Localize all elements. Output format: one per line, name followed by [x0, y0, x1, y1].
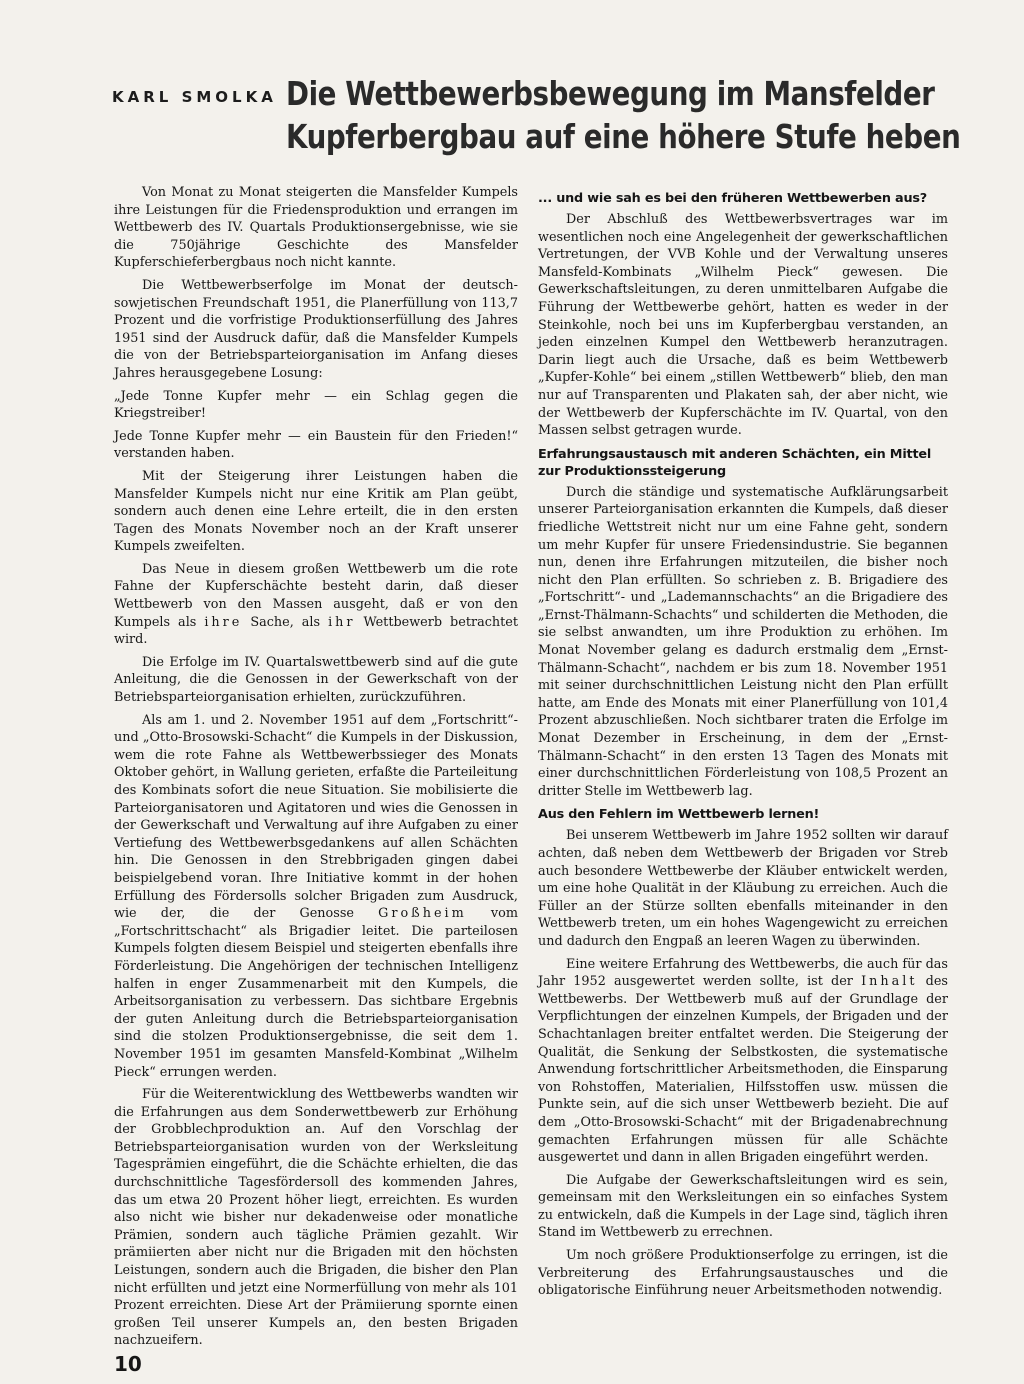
paragraph: Die Wettbewerbserfolge im Monat der deutsch-sowjetischen Freundschaft 1951, die Planerfüllung von 113,7 Prozent und die vorfristige Produktionserfüllung des Jahres 1951 sind der Ausdruck dafür, daß die Mansfelder Kumpels die von der Betriebsparteiorganisation im Anfang dieses Jahres herausgegebene Losung:: [114, 277, 518, 381]
right-column: [538, 184, 948, 1305]
paragraph: Die Erfolge im IV. Quartalswettbewerb sind auf die gute Anleitung, die die Genossen in der Gewerkschaft von der Betriebsparteiorganisation erhielten, zurückzuführen.: [114, 654, 518, 706]
paragraph: Bei unserem Wettbewerb im Jahre 1952 sollten wir darauf achten, daß neben dem Wettbewerb der Brigaden vor Streb auch besondere Wettbewerbe der Kläuber entwickelt werden, um eine hohe Qualität in der Kläubung zu erreichen. Auch die Füller an der Stürze sollten ebenfalls miteinander in den Wettbewerb treten, um ein hohes Wagengewicht zu erreichen und dadurch den Engpaß an leeren Wagen zu überwinden.: [538, 828, 948, 949]
emphasis: Großheim: [378, 906, 467, 922]
article-title: [286, 72, 961, 158]
slogan-line-1: „Jede Tonne Kupfer mehr — ein Schlag gegen die Kriegstreiber!: [114, 388, 518, 422]
left-column: [114, 184, 518, 1355]
paragraph: Um noch größere Produktionserfolge zu erringen, ist die Verbreiterung des Erfahrungsaustausches und die obligatorische Einführung neuer Arbeitsmethoden notwendig.: [538, 1248, 948, 1299]
emphasis: Inhalt: [861, 974, 918, 990]
text-run: Als am 1. und 2. November 1951 auf dem „Fortschritt“- und „Otto-Brosowski-Schacht“ die Kumpels in der Diskussion, wem die rote Fahne als Wettbewerbssieger des Monats Oktober gehört, in Wallung gerieten, erfaßte die Parteileitung des Kombinats sofort die neue Situation. Sie mobilisierte die Parteiorganisatoren und Agitatoren und wies die Genossen in der Gewerkschaft und Verwaltung auf ihre Aufgaben zu einer Vertiefung des Wettbewerbsgedankens auf allen Schächten hin. Die Genossen in den Strebbrigaden gingen dabei beispielgebend voran. Ihre Initiative kommt in der hohen Erfüllung des Fördersolls solcher Brigaden zum Ausdruck, wie der, die der Genosse: [114, 712, 518, 922]
text-run: Sache, als: [250, 614, 321, 630]
paragraph: Für die Weiterentwicklung des Wettbewerbs wandten wir die Erfahrungen aus dem Sonderwettbewerb zur Erhöhung der Grobblechproduktion an. Auf den Vorschlag der Betriebsparteiorganisation wurden von der Werksleitung Tagesprämien eingeführt, die die Schächte erhielten, die das durchschnittliche Tagesfördersoll des kommenden Jahres, das um etwa 20 Prozent höher liegt, erreichten. Es wurden also nicht wie bisher nur dekadenweise oder monatliche Prämien, sondern auch tägliche Prämien gezahlt. Wir prämiierten aber nicht nur die Brigaden mit den höchsten Leistungen, sondern auch die Brigaden, die bisher den Plan nicht erfüllten und jetzt eine Normerfüllung von mehr als 101 Prozent erreichten. Diese Art der Prämiierung spornte einen großen Teil unserer Kumpels an, den besten Brigaden nachzueifern.: [114, 1087, 518, 1349]
paragraph: Der Abschluß des Wettbewerbsvertrages war im wesentlichen noch eine Angelegenheit der gewerkschaftlichen Vertretungen, der VVB Kohle und der Verwaltung unseres Mansfeld-Kombinats „Wilhelm Pieck“ gewesen. Die Gewerkschaftsleitungen, zu deren unmittelbaren Aufgabe die Führung der Wettbewerbe gehört, hatten es weder in der Steinkohle, noch bei uns im Kupferbergbau verstanden, an jeden einzelnen Kumpel den Wettbewerb heranzutragen. Darin liegt auch die Ursache, daß es beim Wettbewerb „Kupfer-Kohle“ bei einem „stillen Wettbewerb“ blieb, den man nur auf Transparenten und Plakaten sah, der aber nicht, wie der Wettbewerb der Kupferschächte im IV. Quartal, von den Massen selbst getragen wurde.: [538, 212, 948, 439]
section-heading: Erfahrungsaustausch mit anderen Schächten, ein Mittel zur Produktionssteigerung: [538, 446, 932, 479]
text-run: Eine weitere Erfahrung des Wettbewerbs, die auch für das Jahr 1952 ausgewertet werden sollte, ist der: [538, 956, 948, 990]
title-line-2: Kupferbergbau auf eine höhere Stufe heben: [286, 117, 961, 156]
title-line-1: Die Wettbewerbsbewegung im Mansfelder: [286, 74, 935, 113]
paragraph: Durch die ständige und systematische Aufklärungsarbeit unserer Parteiorganisation erkannten die Kumpels, daß dieser friedliche Wettstreit nicht nur um eine Fahne geht, sondern um mehr Kupfer für unsere Friedensindustrie. Sie begannen nun, denen ihre Erfahrungen mitzuteilen, die bisher noch nicht den Plan erfüllten. So schrieben z. B. Brigadiere des „Fortschritt“- und „Lademannschachts“ an die Brigadiere des „Ernst-Thälmann-Schachts“ und schilderten die Methoden, die sie selbst anwandten, um ihre Produktion zu erhöhen. Im Monat November gelang es dadurch erstmalig dem „Ernst-Thälmann-Schacht“, nachdem er bis zum 18. November 1951 mit seiner durchschnittlichen Leistung nicht den Plan erfüllt hatte, am Ende des Monats mit einer Planerfüllung von 101,4 Prozent abzuschließen. Noch sichtbarer traten die Erfolge im Monat Dezember in Erscheinung, in dem der „Ernst-Thälmann-Schacht“ in den ersten 13 Tagen des Monats mit einer durchschnittlichen Förderleistung von 108,5 Prozent an dritter Stelle im Wettbewerb lag.: [538, 484, 948, 799]
text-run: vom „Fortschrittschacht“ als Brigadier leitet. Die parteilosen Kumpels folgten diesem Beispiel und steigerten ebenfalls ihre Förderleistung. Die Angehörigen der technischen Intelligenz halfen in enger Zusammenarbeit mit den Kumpels, die Arbeitsorganisation zu verbessern. Das sichtbare Ergebnis der guten Anleitung durch die Betriebsparteiorganisation sind die stolzen Produktionsergebnisse, die seit dem 1. November 1951 im gesamten Mansfeld-Kombinat „Wilhelm Pieck“ errungen werden.: [114, 906, 518, 1080]
text-run: Wettbewerb betrachtet wird.: [114, 614, 518, 648]
author-name: KARL SMOLKA: [112, 88, 277, 106]
page-number: 10: [114, 1352, 142, 1376]
emphasis: ihr: [328, 614, 356, 630]
paragraph: Von Monat zu Monat steigerten die Mansfelder Kumpels ihre Leistungen für die Friedensproduktion und errangen im Wettbewerb des IV. Quartals Produktionsergebnisse, wie sie die 750jährige Geschichte des Mansfelder Kupferschieferbergbaus noch nicht kannte.: [114, 185, 518, 271]
text-run: Das Neue in diesem großen Wettbewerb um die rote Fahne der Kupferschächte besteht darin, daß dieser Wettbewerb von den Massen ausgeht, daß er von den Kumpels als: [114, 561, 518, 630]
text-run: des Wettbewerbs. Der Wettbewerb muß auf der Grundlage der Verpflichtungen der einzelnen Kumpels, der Brigaden und der Schachtanlagen breiter entfaltet werden. Die Steigerung der Qualität, die Senkung der Selbstkosten, die systematische Anwendung fortschrittlicher Arbeitsmethoden, die Einsparung von Rohstoffen, Materialien, Hilfsstoffen usw. müssen die Punkte sein, auf die sich unser Wettbewerb bezieht. Die auf dem „Otto-Brosowski-Schacht“ mit der Brigadenabrechnung gemachten Erfahrungen müssen für alle Schächte ausgewertet und dann in allen Brigaden eingeführt werden.: [538, 974, 949, 1166]
paragraph: [538, 956, 948, 1167]
paragraph: [114, 712, 518, 1081]
paragraph: Die Aufgabe der Gewerkschaftsleitungen wird es sein, gemeinsam mit den Werksleitungen ein so einfaches System zu entwickeln, daß die Kumpels in der Lage sind, täglich ihren Stand im Wettbewerb zu errechnen.: [538, 1172, 948, 1241]
slogan-line-2: Jede Tonne Kupfer mehr — ein Baustein für den Frieden!“ verstanden haben.: [114, 428, 518, 462]
paragraph: Mit der Steigerung ihrer Leistungen haben die Mansfelder Kumpels nicht nur eine Kritik am Plan geübt, sondern auch denen eine Lehre erteilt, die in den ersten Tagen des Monats November noch an der Kraft unserer Kumpels zweifelten.: [114, 468, 518, 555]
paragraph: [114, 561, 518, 649]
emphasis: ihre: [204, 614, 243, 630]
section-heading: Aus den Fehlern im Wettbewerb lernen!: [538, 807, 820, 823]
section-heading: ... und wie sah es bei den früheren Wettbewerben aus?: [538, 191, 928, 206]
